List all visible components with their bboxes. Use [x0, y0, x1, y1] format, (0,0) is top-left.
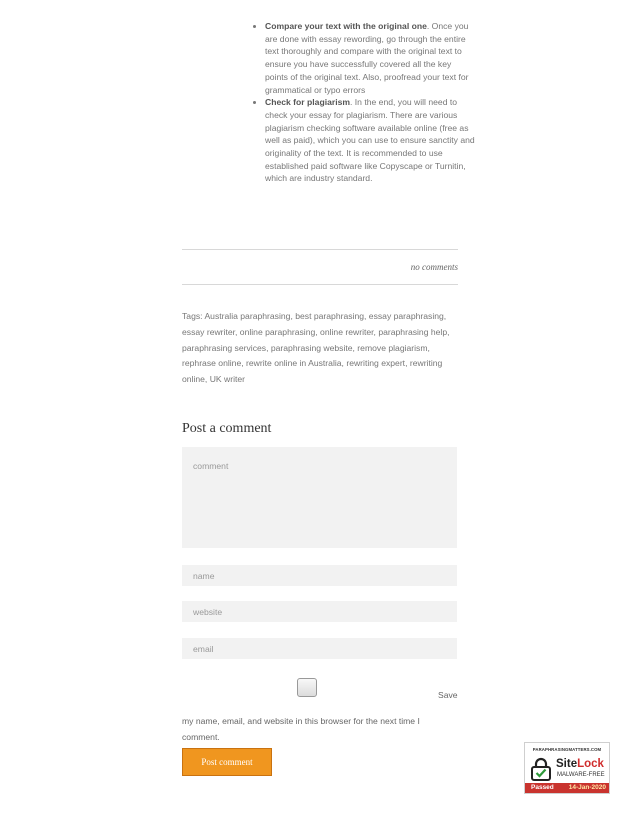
sitelock-brand-prefix: Site	[556, 758, 578, 770]
post-comment-button[interactable]: Post comment	[182, 748, 272, 776]
tip-heading: Compare your text with the original one	[265, 21, 427, 31]
divider-top	[182, 249, 458, 250]
tip-text: . Once you are done with essay rewording, go through the entire text thoroughly and compare with the original text to ensure you have successfully covered all the key points of the original text. Also, proofread your text for grammatical or typo errors	[265, 21, 469, 95]
website-field[interactable]	[182, 601, 457, 622]
article-tips-list	[249, 20, 475, 185]
post-tags: Tags: Australia paraphrasing, best paraphrasing, essay paraphrasing, essay rewriter, online paraphrasing, online rewriter, paraphrasing help, paraphrasing services, paraphrasing website, remove plagiarism, rephrase online, rewrite online in Australia, rewriting expert, rewriting online, UK writer	[182, 311, 450, 385]
sitelock-brand	[556, 758, 604, 770]
sitelock-malware-free: MALWARE-FREE	[557, 772, 605, 778]
save-info-label: Save	[438, 690, 458, 700]
save-info-checkbox[interactable]	[297, 678, 317, 697]
sitelock-domain: PARAPHRASINGMATTERS.COM	[532, 747, 602, 752]
consent-text: my name, email, and website in this browser for the next time I comment.	[182, 716, 420, 742]
divider-bottom	[182, 284, 458, 285]
sitelock-brand-suffix: Lock	[577, 758, 604, 770]
email-field[interactable]	[182, 638, 457, 659]
comments-link[interactable]: no comments	[410, 262, 458, 272]
comment-textarea[interactable]	[182, 447, 457, 548]
comment-form-title: Post a comment	[182, 421, 272, 436]
sitelock-date: 14-Jan-2020	[568, 784, 606, 791]
tip-heading: Check for plagiarism	[265, 97, 351, 108]
sitelock-status-bar	[525, 783, 609, 793]
lock-icon	[530, 757, 552, 781]
sitelock-badge[interactable]	[524, 742, 610, 794]
tip-item	[265, 96, 475, 185]
tip-item	[265, 20, 475, 96]
name-field[interactable]	[182, 565, 457, 586]
tip-text: . In the end, you will need to check your essay for plagiarism. There are various plagiarism checking software available online (free as well as paid), which you can use to ensure sanctity and originality of the text. It is recommended to use established paid software like Copyscape or Turnitin, which are industry standard.	[265, 97, 475, 184]
sitelock-passed: Passed	[531, 784, 554, 791]
